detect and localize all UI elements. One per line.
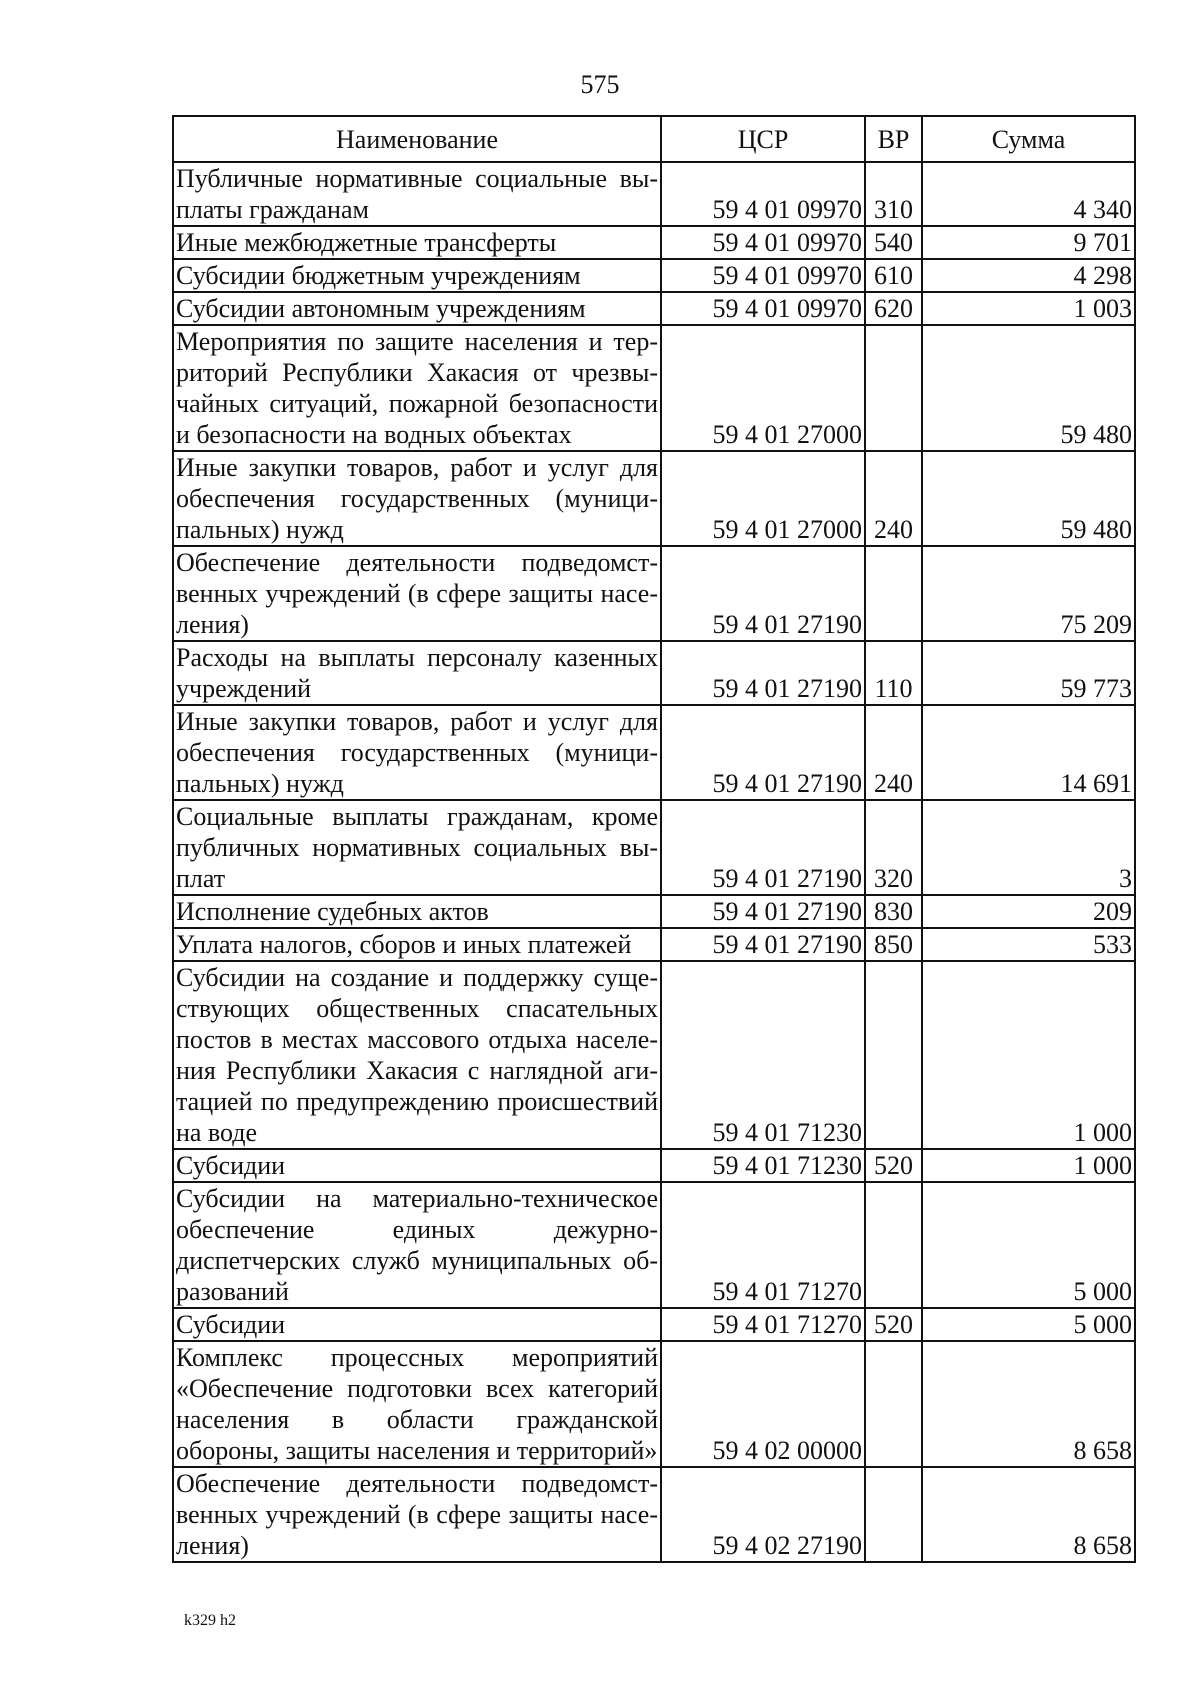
- table-row: [173, 705, 1135, 800]
- table-row: [173, 1182, 1135, 1308]
- row-name-cell: Социальные выплаты гражданам, кроме публичных нормативных социальных выплат: [173, 800, 661, 895]
- table-row: [173, 325, 1135, 451]
- row-sum-cell: 59 773: [922, 641, 1135, 705]
- row-csr-cell: 59 4 01 27190: [661, 895, 865, 928]
- table-row: [173, 259, 1135, 292]
- row-vr-cell: [865, 325, 922, 451]
- row-sum-cell: 8 658: [922, 1467, 1135, 1562]
- row-name-cell: Публичные нормативные социальные выплаты гражданам: [173, 162, 661, 226]
- row-sum-cell: 1 000: [922, 1149, 1135, 1182]
- header-vr: ВР: [865, 116, 922, 162]
- table-row: [173, 1341, 1135, 1467]
- row-sum-cell: 14 691: [922, 705, 1135, 800]
- row-sum-cell: 1 000: [922, 961, 1135, 1149]
- table-row: [173, 1149, 1135, 1182]
- row-name-cell: Субсидии: [173, 1308, 661, 1341]
- table-row: [173, 800, 1135, 895]
- table-row: [173, 961, 1135, 1149]
- table-row: [173, 895, 1135, 928]
- table-row: [173, 641, 1135, 705]
- row-csr-cell: 59 4 02 27190: [661, 1467, 865, 1562]
- row-vr-cell: 110: [865, 641, 922, 705]
- header-sum: Сумма: [922, 116, 1135, 162]
- row-vr-cell: 240: [865, 451, 922, 546]
- table-row: [173, 226, 1135, 259]
- budget-table: [172, 115, 1136, 1563]
- row-name-cell: Обеспечение деятельности подведомственных учреждений (в сфере защиты населения): [173, 1467, 661, 1562]
- row-sum-cell: 4 340: [922, 162, 1135, 226]
- row-csr-cell: 59 4 01 09970: [661, 259, 865, 292]
- row-name-cell: Субсидии на создание и поддержку существующих общественных спасательных постов в местах массового отдыха населения Республики Хакасия с наглядной агитацией по предупреждению происшествий на воде: [173, 961, 661, 1149]
- row-sum-cell: 3: [922, 800, 1135, 895]
- row-csr-cell: 59 4 01 71270: [661, 1308, 865, 1341]
- row-vr-cell: [865, 1341, 922, 1467]
- row-name-cell: Мероприятия по защите населения и территорий Республики Хакасия от чрезвычайных ситуаций, пожарной безопасности и безопасности на водных объектах: [173, 325, 661, 451]
- row-name-cell: Обеспечение деятельности подведомственных учреждений (в сфере защиты населения): [173, 546, 661, 641]
- row-sum-cell: 4 298: [922, 259, 1135, 292]
- row-csr-cell: 59 4 02 00000: [661, 1341, 865, 1467]
- row-sum-cell: 5 000: [922, 1182, 1135, 1308]
- row-sum-cell: 209: [922, 895, 1135, 928]
- table-header: [173, 116, 1135, 162]
- row-vr-cell: [865, 961, 922, 1149]
- row-vr-cell: 520: [865, 1149, 922, 1182]
- table-row: [173, 1467, 1135, 1562]
- table-row: [173, 292, 1135, 325]
- row-name-cell: Комплекс процессных мероприятий «Обеспечение подготовки всех категорий населения в области гражданской обороны, защиты населения и территорий»: [173, 1341, 661, 1467]
- row-vr-cell: 620: [865, 292, 922, 325]
- row-csr-cell: 59 4 01 71270: [661, 1182, 865, 1308]
- table-row: [173, 1308, 1135, 1341]
- row-csr-cell: 59 4 01 27190: [661, 800, 865, 895]
- row-vr-cell: 540: [865, 226, 922, 259]
- row-vr-cell: 610: [865, 259, 922, 292]
- row-csr-cell: 59 4 01 09970: [661, 162, 865, 226]
- row-sum-cell: 59 480: [922, 325, 1135, 451]
- row-csr-cell: 59 4 01 09970: [661, 292, 865, 325]
- row-name-cell: Иные закупки товаров, работ и услуг для обеспечения государственных (муниципальных) нужд: [173, 705, 661, 800]
- row-vr-cell: 850: [865, 928, 922, 961]
- row-vr-cell: [865, 1182, 922, 1308]
- row-sum-cell: 59 480: [922, 451, 1135, 546]
- row-name-cell: Иные закупки товаров, работ и услуг для обеспечения государственных (муниципальных) нужд: [173, 451, 661, 546]
- page-number: 575: [580, 70, 620, 99]
- row-csr-cell: 59 4 01 27000: [661, 451, 865, 546]
- row-vr-cell: 520: [865, 1308, 922, 1341]
- footer-code: k329 h2: [184, 1612, 236, 1629]
- table-row: [173, 451, 1135, 546]
- row-csr-cell: 59 4 01 71230: [661, 1149, 865, 1182]
- header-row: [173, 116, 1135, 162]
- row-name-cell: Субсидии бюджетным учреждениям: [173, 259, 661, 292]
- row-name-cell: Иные межбюджетные трансферты: [173, 226, 661, 259]
- row-sum-cell: 1 003: [922, 292, 1135, 325]
- row-sum-cell: 75 209: [922, 546, 1135, 641]
- row-name-cell: Субсидии: [173, 1149, 661, 1182]
- row-name-cell: Исполнение судебных актов: [173, 895, 661, 928]
- row-csr-cell: 59 4 01 27190: [661, 546, 865, 641]
- row-csr-cell: 59 4 01 27000: [661, 325, 865, 451]
- table-body: [173, 162, 1135, 1562]
- table-row: [173, 162, 1135, 226]
- row-sum-cell: 533: [922, 928, 1135, 961]
- row-csr-cell: 59 4 01 27190: [661, 641, 865, 705]
- row-sum-cell: 9 701: [922, 226, 1135, 259]
- row-sum-cell: 8 658: [922, 1341, 1135, 1467]
- header-name: Наименование: [173, 116, 661, 162]
- table-row: [173, 546, 1135, 641]
- row-vr-cell: 830: [865, 895, 922, 928]
- row-vr-cell: 320: [865, 800, 922, 895]
- row-vr-cell: 310: [865, 162, 922, 226]
- row-name-cell: Уплата налогов, сборов и иных платежей: [173, 928, 661, 961]
- row-name-cell: Субсидии автономным учреждениям: [173, 292, 661, 325]
- table-row: [173, 928, 1135, 961]
- row-name-cell: Субсидии на материально-техническое обеспечение единых дежурно-диспетчерских служб муниципальных образований: [173, 1182, 661, 1308]
- row-csr-cell: 59 4 01 71230: [661, 961, 865, 1149]
- row-csr-cell: 59 4 01 09970: [661, 226, 865, 259]
- row-name-cell: Расходы на выплаты персоналу казенных учреждений: [173, 641, 661, 705]
- row-vr-cell: [865, 546, 922, 641]
- row-vr-cell: [865, 1467, 922, 1562]
- row-vr-cell: 240: [865, 705, 922, 800]
- row-sum-cell: 5 000: [922, 1308, 1135, 1341]
- row-csr-cell: 59 4 01 27190: [661, 705, 865, 800]
- row-csr-cell: 59 4 01 27190: [661, 928, 865, 961]
- header-csr: ЦСР: [661, 116, 865, 162]
